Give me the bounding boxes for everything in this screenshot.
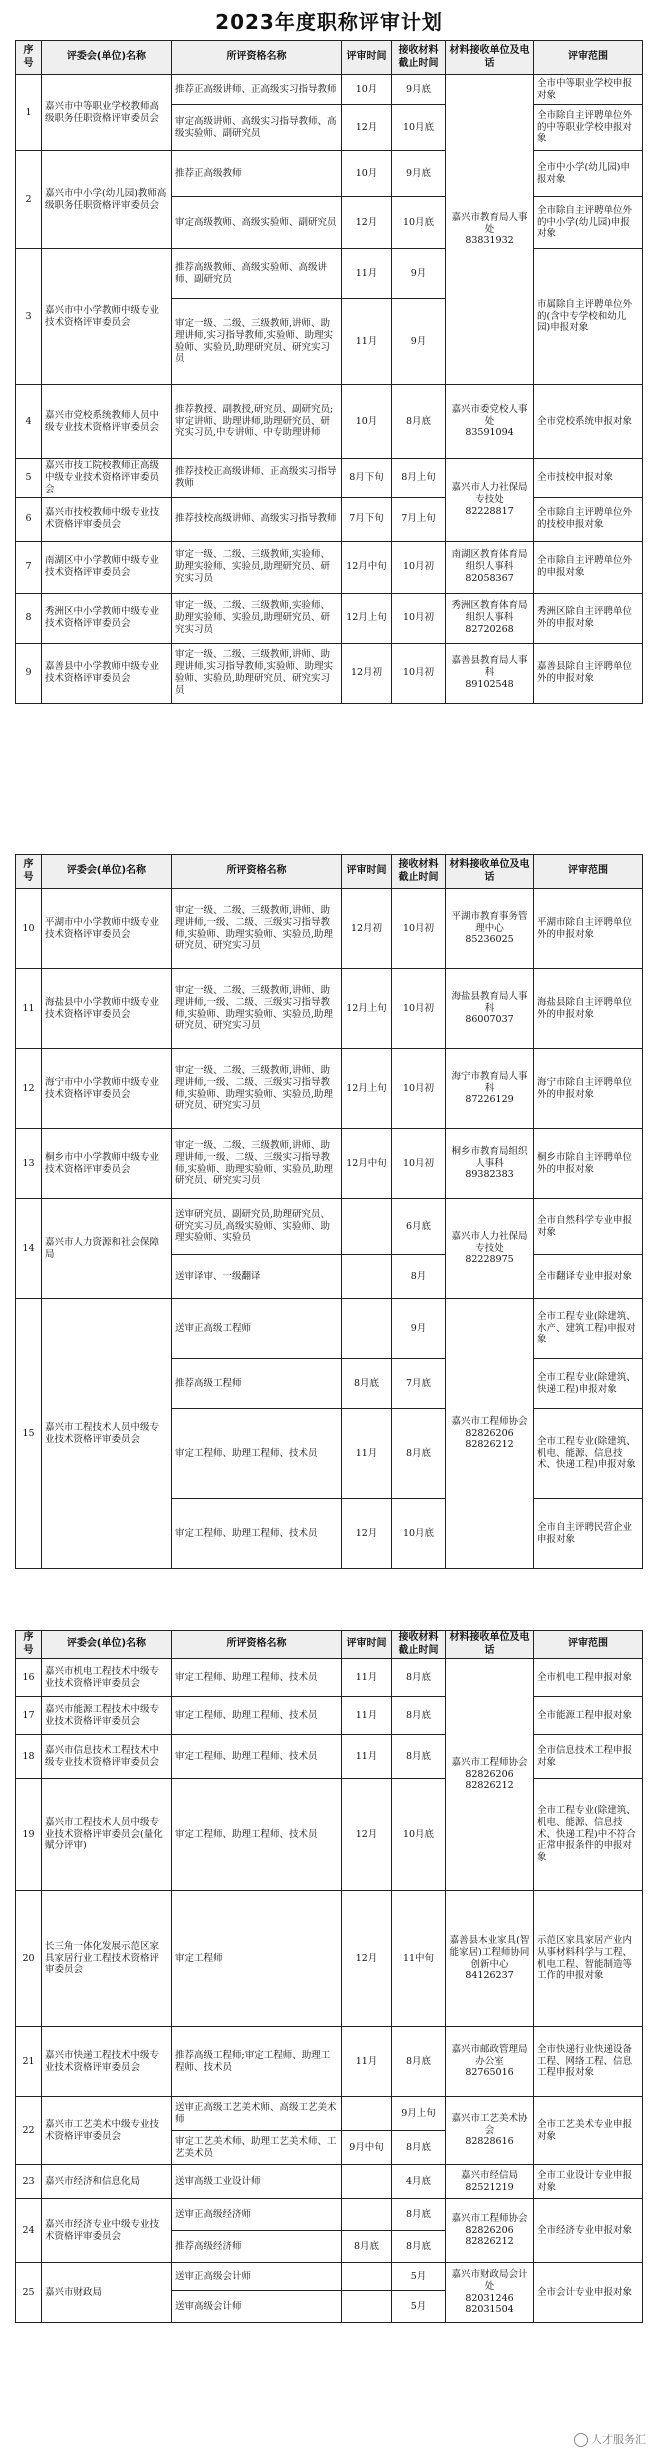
review-scope: 全市工艺美术专业申报对象 — [534, 2097, 643, 2165]
review-time — [342, 2165, 392, 2199]
material-deadline: 9月 — [392, 1299, 446, 1359]
header-committee: 评委会(单位)名称 — [42, 855, 172, 889]
qualification-name: 送审正高级经济师 — [172, 2199, 342, 2231]
committee-name: 嘉兴市机电工程技术中级专业技术资格评审委员会 — [42, 1659, 172, 1697]
review-scope: 平湖市除自主评聘单位外的申报对象 — [534, 889, 643, 969]
row-number: 14 — [16, 1199, 42, 1299]
material-deadline: 5月 — [392, 2263, 446, 2291]
row-number: 17 — [16, 1697, 42, 1735]
material-deadline: 8月底 — [392, 1409, 446, 1499]
review-scope: 全市除自主评聘单位外的申报对象 — [534, 541, 643, 593]
contact-info: 嘉兴市工艺美术协会 82828616 — [446, 2097, 534, 2165]
committee-name: 长三角一体化发展示范区家具家居行业工程技术资格评审委员会 — [42, 1891, 172, 2027]
contact-info: 嘉兴市工程师协会 82826206 82826212 — [446, 2199, 534, 2263]
qualification-name: 送审译审、一级翻译 — [172, 1255, 342, 1299]
committee-name: 嘉兴市中小学教师中级专业技术资格评审委员会 — [42, 249, 172, 385]
table-row — [16, 151, 643, 197]
row-number: 18 — [16, 1735, 42, 1779]
row-number: 12 — [16, 1049, 42, 1129]
review-scope: 全市信息技术工程申报对象 — [534, 1735, 643, 1779]
review-time: 12月初 — [342, 643, 392, 703]
committee-name: 嘉兴市技校教师中级专业技术资格评审委员会 — [42, 497, 172, 541]
review-time: 12月 — [342, 1499, 392, 1569]
qualification-name: 推荐高级经济师 — [172, 2231, 342, 2263]
material-deadline: 10月底 — [392, 1779, 446, 1891]
row-number: 15 — [16, 1299, 42, 1569]
committee-name: 嘉兴市中等职业学校教师高级职务任职资格评审委员会 — [42, 75, 172, 151]
header-scope: 评审范围 — [534, 1631, 643, 1659]
header-deadline: 接收材料截止时间 — [392, 41, 446, 75]
review-time: 12月中旬 — [342, 1129, 392, 1199]
material-deadline: 5月 — [392, 2291, 446, 2323]
table-row — [16, 1697, 643, 1735]
material-deadline: 10月底 — [392, 105, 446, 151]
header-scope: 评审范围 — [534, 855, 643, 889]
row-number: 6 — [16, 497, 42, 541]
material-deadline: 10月初 — [392, 1049, 446, 1129]
review-scope: 全市经济专业申报对象 — [534, 2199, 643, 2263]
review-time: 11月 — [342, 1735, 392, 1779]
committee-name: 嘉兴市经济专业中级专业技术资格评审委员会 — [42, 2199, 172, 2263]
row-number: 19 — [16, 1779, 42, 1891]
review-scope: 全市自主评聘民营企业申报对象 — [534, 1499, 643, 1569]
qualification-name: 审定一级、二级、三级教师,实验师、助理实验师、实验员,助理研究员、研究实习员 — [172, 593, 342, 643]
committee-name: 秀洲区中小学教师中级专业技术资格评审委员会 — [42, 593, 172, 643]
header-contact: 材料接收单位及电话 — [446, 1631, 534, 1659]
review-time: 10月 — [342, 151, 392, 197]
review-time: 10月 — [342, 75, 392, 105]
material-deadline: 8月底 — [392, 2231, 446, 2263]
review-scope: 全市工程专业(除建筑、机电、能源、信息技术、快递工程)中不符合正常申报条件的申报对象 — [534, 1779, 643, 1891]
review-scope: 全市除自主评聘单位外的中小学(幼儿园)申报对象 — [534, 197, 643, 249]
qualification-name: 审定一级、二级、三级教师,实验师、助理实验师、实验员,助理研究员、研究实习员 — [172, 541, 342, 593]
committee-name: 嘉兴市工艺美术中级专业技术资格评审委员会 — [42, 2097, 172, 2165]
material-deadline: 8月底 — [392, 2199, 446, 2231]
material-deadline: 10月底 — [392, 1499, 446, 1569]
row-number: 11 — [16, 969, 42, 1049]
row-number: 5 — [16, 459, 42, 498]
review-scope: 海宁市除自主评聘单位外的申报对象 — [534, 1049, 643, 1129]
qualification-name: 审定工程师、助理工程师、技术员 — [172, 1735, 342, 1779]
review-scope: 海盐县除自主评聘单位外的申报对象 — [534, 969, 643, 1049]
header-deadline: 接收材料截止时间 — [392, 1631, 446, 1659]
material-deadline: 4月底 — [392, 2165, 446, 2199]
review-time: 9月中旬 — [342, 2131, 392, 2165]
review-scope: 全市能源工程申报对象 — [534, 1697, 643, 1735]
header-qualification: 所评资格名称 — [172, 1631, 342, 1659]
qualification-name: 审定一级、二级、三级教师,讲师、助理讲师,一级、二级、三级实习指导教师,实验师、助理实验师、实验员,助理研究员、研究实习员 — [172, 889, 342, 969]
contact-info: 秀洲区教育体育局组织人事科 82720268 — [446, 593, 534, 643]
contact-info: 嘉兴市工程师协会 82826206 82826212 — [446, 1659, 534, 1891]
table-row — [16, 75, 643, 105]
review-scope: 全市党校系统申报对象 — [534, 385, 643, 459]
table-row — [16, 1659, 643, 1697]
qualification-name: 送审正高级工程师 — [172, 1299, 342, 1359]
table-section-1 — [15, 40, 642, 704]
material-deadline: 7月上旬 — [392, 497, 446, 541]
committee-name: 海盐县中小学教师中级专业技术资格评审委员会 — [42, 969, 172, 1049]
review-time: 7月下旬 — [342, 497, 392, 541]
header-scope: 评审范围 — [534, 41, 643, 75]
table-row — [16, 2165, 643, 2199]
row-number: 22 — [16, 2097, 42, 2165]
table-row — [16, 643, 643, 703]
table-row — [16, 1199, 643, 1255]
material-deadline: 8月 — [392, 1255, 446, 1299]
row-number: 8 — [16, 593, 42, 643]
row-number: 4 — [16, 385, 42, 459]
review-scope: 全市工程专业(除建筑、快递工程)申报对象 — [534, 1359, 643, 1409]
review-time — [342, 1299, 392, 1359]
header-no: 序号 — [16, 1631, 42, 1659]
review-time — [342, 2263, 392, 2291]
review-time — [342, 2097, 392, 2131]
qualification-name: 审定工程师、助理工程师、技术员 — [172, 1697, 342, 1735]
table-row — [16, 1735, 643, 1779]
review-time — [342, 1255, 392, 1299]
contact-info: 海宁市教育局人事科 87226129 — [446, 1049, 534, 1129]
review-time: 11月 — [342, 1697, 392, 1735]
header-no: 序号 — [16, 41, 42, 75]
qualification-name: 审定高级教师、高级实验师、副研究员 — [172, 197, 342, 249]
watermark-text: 人才服务汇 — [591, 2433, 646, 2446]
material-deadline: 8月底 — [392, 1735, 446, 1779]
material-deadline: 10月初 — [392, 1129, 446, 1199]
contact-info: 嘉兴市工程师协会 82826206 82826212 — [446, 1299, 534, 1569]
review-scope: 示范区家具家居产业内从事材料科学与工程、机电工程、智能制造等工作的申报对象 — [534, 1891, 643, 2027]
header-contact: 材料接收单位及电话 — [446, 41, 534, 75]
review-time — [342, 2291, 392, 2323]
material-deadline: 7月底 — [392, 1359, 446, 1409]
table-row — [16, 459, 643, 498]
committee-name: 嘉兴市快递工程技术中级专业技术资格评审委员会 — [42, 2027, 172, 2097]
row-number: 20 — [16, 1891, 42, 2027]
schedule-table — [15, 1630, 643, 2323]
committee-name: 南湖区中小学教师中级专业技术资格评审委员会 — [42, 541, 172, 593]
review-time: 8月底 — [342, 1359, 392, 1409]
review-scope: 全市技校申报对象 — [534, 459, 643, 498]
review-time: 11月 — [342, 249, 392, 299]
row-number: 25 — [16, 2263, 42, 2323]
material-deadline: 8月底 — [392, 385, 446, 459]
material-deadline: 11中旬 — [392, 1891, 446, 2027]
review-scope: 秀洲区除自主评聘单位外的申报对象 — [534, 593, 643, 643]
review-time: 12月 — [342, 197, 392, 249]
qualification-name: 推荐高级工程师 — [172, 1359, 342, 1409]
qualification-name: 送审正高级工艺美术师、高级工艺美术师 — [172, 2097, 342, 2131]
qualification-name: 推荐正高级讲师、正高级实习指导教师 — [172, 75, 342, 105]
review-time — [342, 1199, 392, 1255]
header-no: 序号 — [16, 855, 42, 889]
review-time — [342, 2199, 392, 2231]
material-deadline: 8月底 — [392, 2131, 446, 2165]
material-deadline: 10月初 — [392, 969, 446, 1049]
committee-name: 海宁市中小学教师中级专业技术资格评审委员会 — [42, 1049, 172, 1129]
qualification-name: 审定一级、二级、三级教师,讲师、助理讲师,一级、二级、三级实习指导教师,实验师、助理实验师、实验员,助理研究员、研究实习员 — [172, 969, 342, 1049]
row-number: 3 — [16, 249, 42, 385]
committee-name: 嘉善县中小学教师中级专业技术资格评审委员会 — [42, 643, 172, 703]
qualification-name: 送审高级会计师 — [172, 2291, 342, 2323]
material-deadline: 6月底 — [392, 1199, 446, 1255]
committee-name: 嘉兴市工程技术人员中级专业技术资格评审委员会 — [42, 1299, 172, 1569]
material-deadline: 9月底 — [392, 75, 446, 105]
qualification-name: 推荐技校高级讲师、高级实习指导教师 — [172, 497, 342, 541]
qualification-name: 审定工程师、助理工程师、技术员 — [172, 1659, 342, 1697]
row-number: 10 — [16, 889, 42, 969]
review-scope: 全市工业设计专业申报对象 — [534, 2165, 643, 2199]
committee-name: 桐乡市中小学教师中级专业技术资格评审委员会 — [42, 1129, 172, 1199]
material-deadline: 9月上旬 — [392, 2097, 446, 2131]
contact-info: 嘉兴市人力社保局专技处 82228817 — [446, 459, 534, 542]
qualification-name: 审定工程师 — [172, 1891, 342, 2027]
review-time: 12月中旬 — [342, 541, 392, 593]
review-time: 10月 — [342, 385, 392, 459]
committee-name: 嘉兴市人力资源和社会保障局 — [42, 1199, 172, 1299]
committee-name: 嘉兴市信息技术工程技术中级专业技术资格评审委员会 — [42, 1735, 172, 1779]
table-row — [16, 593, 643, 643]
material-deadline: 8月上旬 — [392, 459, 446, 498]
material-deadline: 8月底 — [392, 1659, 446, 1697]
qualification-name: 推荐技校正高级讲师、正高级实习指导教师 — [172, 459, 342, 498]
review-scope: 全市除自主评聘单位外的中等职业学校申报对象 — [534, 105, 643, 151]
qualification-name: 推荐高级工程师;审定工程师、助理工程师、技术员 — [172, 2027, 342, 2097]
review-time: 11月 — [342, 1409, 392, 1499]
qualification-name: 审定工程师、助理工程师、技术员 — [172, 1499, 342, 1569]
material-deadline: 10月初 — [392, 541, 446, 593]
review-time: 8月底 — [342, 2231, 392, 2263]
review-time: 12月上旬 — [342, 969, 392, 1049]
row-number: 13 — [16, 1129, 42, 1199]
qualification-name: 送审研究员、副研究员,助理研究员、研究实习员,高级实验师、实验师、助理实验师、实验员 — [172, 1199, 342, 1255]
committee-name: 嘉兴市中小学(幼儿园)教师高级职务任职资格评审委员会 — [42, 151, 172, 249]
review-scope: 全市机电工程申报对象 — [534, 1659, 643, 1697]
row-number: 2 — [16, 151, 42, 249]
contact-info: 嘉善县木业家具(智能家居)工程师协同创新中心 84126237 — [446, 1891, 534, 2027]
review-scope: 全市工程专业(除建筑、机电、能源、信息技术、快递工程)申报对象 — [534, 1409, 643, 1499]
committee-name: 嘉兴市经济和信息化局 — [42, 2165, 172, 2199]
contact-info: 嘉善县教育局人事科 89102548 — [446, 643, 534, 703]
row-number: 7 — [16, 541, 42, 593]
row-number: 1 — [16, 75, 42, 151]
review-time: 12月上旬 — [342, 1049, 392, 1129]
material-deadline: 9月底 — [392, 151, 446, 197]
qualification-name: 审定工程师、助理工程师、技术员 — [172, 1779, 342, 1891]
contact-info: 嘉兴市人力社保局专技处 82228975 — [446, 1199, 534, 1299]
table-row — [16, 1779, 643, 1891]
row-number: 16 — [16, 1659, 42, 1697]
material-deadline: 9月 — [392, 249, 446, 299]
table-row — [16, 541, 643, 593]
review-time: 12月初 — [342, 889, 392, 969]
contact-info: 桐乡市教育局组织人事科 89382383 — [446, 1129, 534, 1199]
contact-info: 平湖市教育事务管理中心 85236025 — [446, 889, 534, 969]
review-time: 12月 — [342, 105, 392, 151]
header-committee: 评委会(单位)名称 — [42, 41, 172, 75]
contact-info: 嘉兴市教育局人事处 83831932 — [446, 75, 534, 385]
review-scope: 全市除自主评聘单位外的技校申报对象 — [534, 497, 643, 541]
table-row — [16, 889, 643, 969]
contact-info: 嘉兴市邮政管理局办公室 82765016 — [446, 2027, 534, 2097]
table-row — [16, 249, 643, 299]
qualification-name: 审定高级讲师、高级实习指导教师、高级实验师、副研究员 — [172, 105, 342, 151]
review-scope: 全市中等职业学校申报对象 — [534, 75, 643, 105]
header-qualification: 所评资格名称 — [172, 855, 342, 889]
review-time: 12月 — [342, 1779, 392, 1891]
committee-name: 嘉兴市工程技术人员中级专业技术资格评审委员会(量化赋分评审) — [42, 1779, 172, 1891]
table-row — [16, 969, 643, 1049]
qualification-name: 审定工程师、助理工程师、技术员 — [172, 1409, 342, 1499]
qualification-name: 送审正高级会计师 — [172, 2263, 342, 2291]
review-time: 11月 — [342, 2027, 392, 2097]
table-section-3 — [15, 1630, 642, 2323]
qualification-name: 送审高级工业设计师 — [172, 2165, 342, 2199]
review-scope: 嘉善县除自主评聘单位外的申报对象 — [534, 643, 643, 703]
table-row — [16, 2097, 643, 2131]
page-title: 2023年度职称评审计划 — [215, 10, 443, 34]
material-deadline: 8月底 — [392, 1697, 446, 1735]
material-deadline: 10月初 — [392, 889, 446, 969]
wechat-icon — [574, 2433, 588, 2447]
table-row — [16, 2199, 643, 2231]
table-row — [16, 1049, 643, 1129]
schedule-table — [15, 40, 643, 704]
contact-info: 嘉兴市经信局 82521219 — [446, 2165, 534, 2199]
contact-info: 南湖区教育体育局组织人事科 82058367 — [446, 541, 534, 593]
header-review-time: 评审时间 — [342, 1631, 392, 1659]
qualification-name: 审定一级、二级、三级教师,讲师、助理讲师,实习指导教师,实验师、助理实验师、实验员,助理研究员、研究实习员 — [172, 299, 342, 385]
review-time: 11月 — [342, 299, 392, 385]
row-number: 21 — [16, 2027, 42, 2097]
row-number: 24 — [16, 2199, 42, 2263]
qualification-name: 审定一级、二级、三级教师,讲师、助理讲师,一级、二级、三级实习指导教师,实验师、助理实验师、实验员,助理研究员、研究实习员 — [172, 1129, 342, 1199]
contact-info: 海盐县教育局人事科 86007037 — [446, 969, 534, 1049]
table-row — [16, 2027, 643, 2097]
header-contact: 材料接收单位及电话 — [446, 855, 534, 889]
material-deadline: 9月 — [392, 299, 446, 385]
qualification-name: 审定工艺美术师、助理工艺美术师、工艺美术员 — [172, 2131, 342, 2165]
contact-info: 嘉兴市委党校人事处 83591094 — [446, 385, 534, 459]
review-time: 12月 — [342, 1891, 392, 2027]
table-row — [16, 2263, 643, 2291]
review-scope: 全市会计专业申报对象 — [534, 2263, 643, 2323]
review-scope: 全市自然科学专业申报对象 — [534, 1199, 643, 1255]
table-row — [16, 385, 643, 459]
qualification-name: 推荐正高级教师 — [172, 151, 342, 197]
header-review-time: 评审时间 — [342, 41, 392, 75]
header-committee: 评委会(单位)名称 — [42, 1631, 172, 1659]
table-row — [16, 1299, 643, 1359]
committee-name: 平湖市中小学教师中级专业技术资格评审委员会 — [42, 889, 172, 969]
header-review-time: 评审时间 — [342, 855, 392, 889]
material-deadline: 8月底 — [392, 2027, 446, 2097]
committee-name: 嘉兴市技工院校教师正高级中级专业技术资格评审委员会 — [42, 459, 172, 498]
committee-name: 嘉兴市党校系统教师人员中级专业技术资格评审委员会 — [42, 385, 172, 459]
committee-name: 嘉兴市财政局 — [42, 2263, 172, 2323]
review-scope: 全市中小学(幼儿园)申报对象 — [534, 151, 643, 197]
qualification-name: 推荐教授、副教授,研究员、副研究员;审定讲师、助理讲师,助理研究员、研究实习员,中专讲师、中专助理讲师 — [172, 385, 342, 459]
review-time: 12月上旬 — [342, 593, 392, 643]
review-scope: 全市翻译专业申报对象 — [534, 1255, 643, 1299]
row-number: 9 — [16, 643, 42, 703]
table-section-2 — [15, 854, 642, 1569]
review-scope: 全市工程专业(除建筑、水产、建筑工程)申报对象 — [534, 1299, 643, 1359]
qualification-name: 审定一级、二级、三级教师,讲师、助理讲师,实习指导教师,实验师、助理实验师、实验员,助理研究员、研究实习员 — [172, 643, 342, 703]
schedule-table — [15, 854, 643, 1569]
watermark — [574, 2431, 646, 2447]
committee-name: 嘉兴市能源工程技术中级专业技术资格评审委员会 — [42, 1697, 172, 1735]
material-deadline: 10月初 — [392, 593, 446, 643]
review-scope: 全市快递行业快递设备工程、网络工程、信息工程申报对象 — [534, 2027, 643, 2097]
review-time: 8月下旬 — [342, 459, 392, 498]
table-row — [16, 497, 643, 541]
row-number: 23 — [16, 2165, 42, 2199]
qualification-name: 推荐高级教师、高级实验师、高级讲师、副研究员 — [172, 249, 342, 299]
review-scope: 桐乡市除自主评聘单位外的申报对象 — [534, 1129, 643, 1199]
review-time: 11月 — [342, 1659, 392, 1697]
table-row — [16, 1129, 643, 1199]
material-deadline: 10月底 — [392, 197, 446, 249]
review-scope: 市属除自主评聘单位外的(含中专学校和幼儿园)申报对象 — [534, 249, 643, 385]
header-qualification: 所评资格名称 — [172, 41, 342, 75]
contact-info: 嘉兴市财政局会计处 82031246 82031504 — [446, 2263, 534, 2323]
header-deadline: 接收材料截止时间 — [392, 855, 446, 889]
material-deadline: 10月初 — [392, 643, 446, 703]
table-row — [16, 1891, 643, 2027]
qualification-name: 审定一级、二级、三级教师,讲师、助理讲师,一级、二级、三级实习指导教师,实验师、助理实验师、实验员,助理研究员、研究实习员 — [172, 1049, 342, 1129]
